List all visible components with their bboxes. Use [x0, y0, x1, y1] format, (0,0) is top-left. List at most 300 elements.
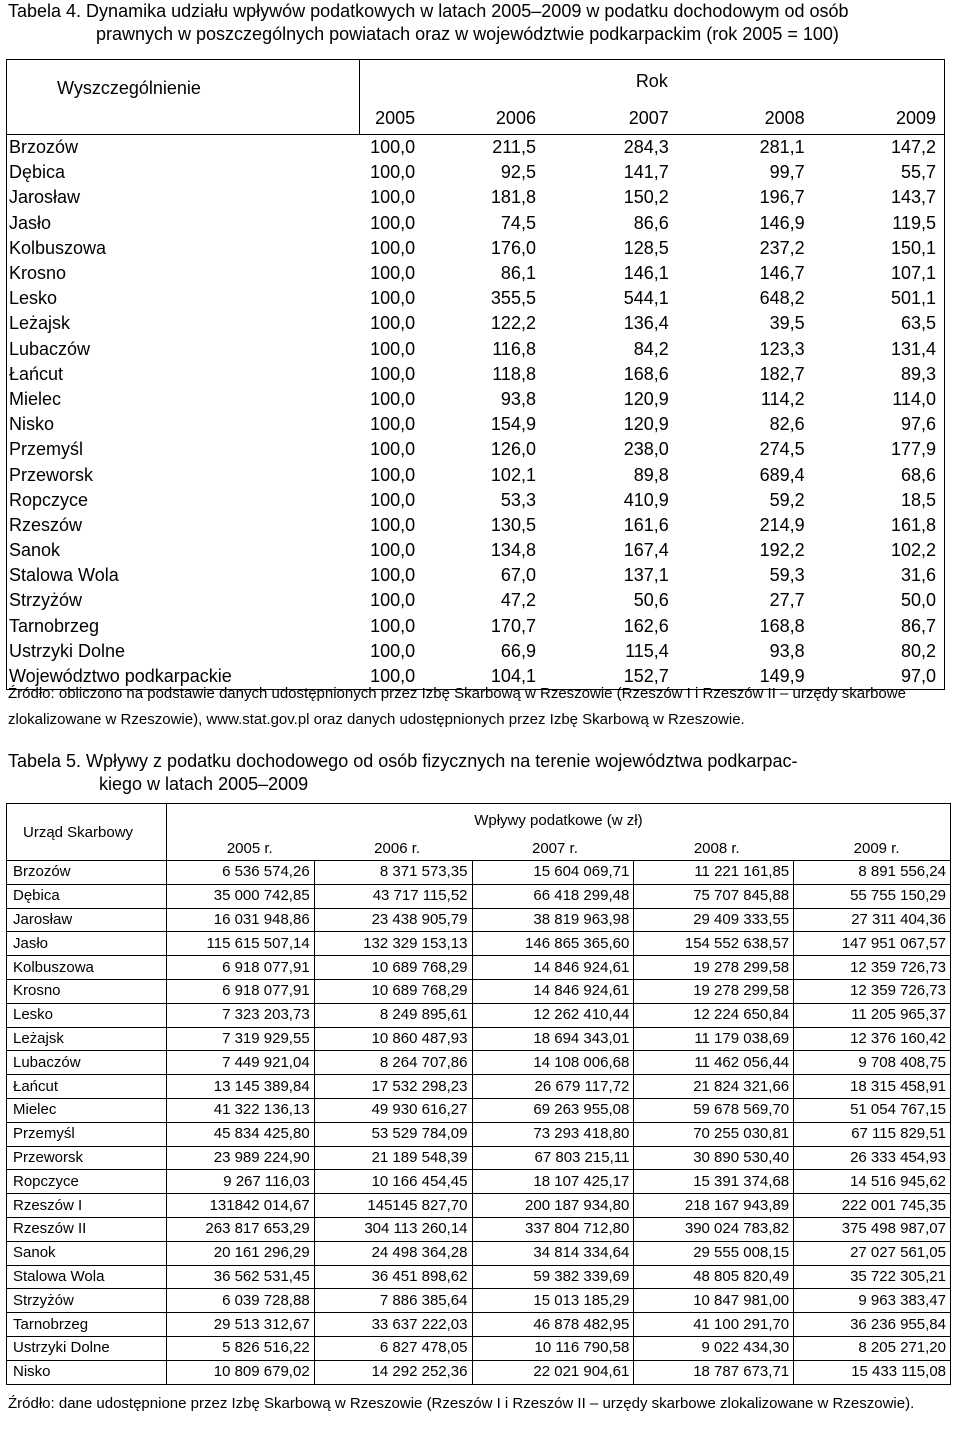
table4-row-name: Nisko: [7, 412, 360, 437]
table4-row: [7, 236, 945, 261]
table4-cell: 50,6: [633, 590, 669, 611]
table5-source: Źródło: dane udostępnione przez Izbę Skarbową w Rzeszowie (Rzeszów I i Rzeszów II – urzędy skarbowe zlokalizowane w Rzeszowie).: [8, 1395, 915, 1412]
table5-row: [7, 979, 951, 1003]
table5-cell: 13 145 389,84: [166, 1075, 314, 1099]
table4-cell: 47,2: [500, 590, 536, 611]
table5-row-name: Lesko: [7, 1003, 167, 1027]
table4-row-name: Województwo podkarpackie: [7, 664, 360, 690]
table5-row: [7, 1241, 951, 1265]
table5-cell: 14 292 252,36: [314, 1360, 472, 1384]
table4-row-name: Mielec: [7, 387, 360, 412]
table4-year: 2005: [359, 102, 423, 134]
table5-cell: 69 263 955,08: [472, 1098, 634, 1122]
table4-row: [7, 437, 945, 462]
table4-cell: 31,6: [813, 563, 945, 588]
table5-cell: 66 418 299,48: [472, 884, 634, 908]
table4-cell: 100,0: [370, 137, 416, 158]
table5-cell: 15 013 185,29: [472, 1289, 634, 1313]
table5-cell: 38 819 963,98: [472, 908, 634, 932]
table4-year: 2006: [423, 102, 544, 134]
table5-row: [7, 884, 951, 908]
table4-cell: 168,6: [623, 363, 669, 384]
table5-cell: 131842 014,67: [166, 1194, 314, 1218]
table5-row: [7, 1194, 951, 1218]
table5-row-name: Przeworsk: [7, 1146, 167, 1170]
table4-cell: 100,0: [370, 187, 416, 208]
table5: [6, 803, 951, 1385]
table5-row: [7, 1217, 951, 1241]
table5-cell: 6 918 077,91: [166, 979, 314, 1003]
table4-header-name: Wyszczególnienie: [7, 60, 360, 135]
table5-cell: 15 604 069,71: [472, 861, 634, 885]
table5-cell: 20 161 296,29: [166, 1241, 314, 1265]
table5-cell: 34 814 334,64: [472, 1241, 634, 1265]
table5-cell: 5 826 516,22: [166, 1336, 314, 1360]
table4-cell: 131,4: [813, 337, 945, 362]
table5-caption: [8, 750, 953, 796]
table5-cell: 18 694 343,01: [472, 1027, 634, 1051]
table4-cell: 237,2: [759, 237, 805, 258]
table4-row: [7, 538, 945, 563]
table5-row: [7, 1003, 951, 1027]
table4-year: 2007: [544, 102, 677, 134]
table4-cell: 89,3: [813, 362, 945, 387]
table4-cell: 93,8: [500, 388, 536, 409]
table4-cell: 84,2: [633, 338, 669, 359]
table4-caption-line2: prawnych w poszczególnych powiatach oraz w województwie podkarpackim (rok 2005 = 100): [96, 24, 839, 44]
table5-cell: 36 562 531,45: [166, 1265, 314, 1289]
table4-cell: 115,4: [625, 640, 669, 661]
table4-cell: 177,9: [813, 437, 945, 462]
table5-cell: 115 615 507,14: [166, 932, 314, 956]
table4-cell: 501,1: [813, 286, 945, 311]
table4-row: [7, 160, 945, 185]
table5-row: [7, 956, 951, 980]
table5-cell: 49 930 616,27: [314, 1098, 472, 1122]
table4-cell: 119,5: [813, 211, 945, 236]
table5-cell: 27 311 404,36: [794, 908, 951, 932]
table5-header-group: Wpływy podatkowe (w zł): [166, 804, 950, 838]
table5-row-name: Lubaczów: [7, 1051, 167, 1075]
table5-row-name: Stalowa Wola: [7, 1265, 167, 1289]
table5-cell: 14 846 924,61: [472, 979, 634, 1003]
table4-cell: 136,4: [623, 313, 669, 334]
table4-row-name: Sanok: [7, 538, 360, 563]
table4-caption-line1: Tabela 4. Dynamika udziału wpływów podatkowych w latach 2005–2009 w podatku dochodowym od osób: [8, 1, 849, 21]
table5-cell: 8 249 895,61: [314, 1003, 472, 1027]
table4-row-name: Leżajsk: [7, 311, 360, 336]
table5-cell: 46 878 482,95: [472, 1313, 634, 1337]
table4-row-name: Lesko: [7, 286, 360, 311]
table4-cell: 100,0: [370, 388, 416, 409]
table4-cell: 162,6: [623, 615, 669, 636]
table5-cell: 10 116 790,58: [472, 1336, 634, 1360]
table5-cell: 43 717 115,52: [314, 884, 472, 908]
table5-row: [7, 1027, 951, 1051]
table4-cell: 100,0: [370, 565, 416, 586]
table4-cell: 102,1: [490, 464, 536, 485]
table5-row-name: Jasło: [7, 932, 167, 956]
table4-row: [7, 387, 945, 412]
table4-cell: 18,5: [813, 488, 945, 513]
table5-row: [7, 1122, 951, 1146]
table4-cell: 82,6: [769, 414, 805, 435]
table4-row: [7, 639, 945, 664]
table4-cell: 99,7: [769, 162, 805, 183]
table4-cell: 100,0: [370, 414, 416, 435]
table5-cell: 67 803 215,11: [472, 1146, 634, 1170]
table4-cell: 152,7: [544, 664, 677, 690]
table4-cell: 100,0: [370, 540, 416, 561]
table5-cell: 10 689 768,29: [314, 956, 472, 980]
table4-cell: 86,6: [633, 212, 669, 233]
table4-cell: 689,4: [759, 464, 805, 485]
table4-row: [7, 614, 945, 639]
table5-row-name: Mielec: [7, 1098, 167, 1122]
table4-row: [7, 185, 945, 210]
table4-row: [7, 311, 945, 336]
table5-cell: 70 255 030,81: [634, 1122, 794, 1146]
table4-cell: 284,3: [623, 137, 669, 158]
table5-cell: 59 678 569,70: [634, 1098, 794, 1122]
table5-cell: 73 293 418,80: [472, 1122, 634, 1146]
table5-cell: 14 108 006,68: [472, 1051, 634, 1075]
table4-cell: 355,5: [490, 288, 536, 309]
table4-row: [7, 261, 945, 286]
table5-cell: 12 376 160,42: [794, 1027, 951, 1051]
table4-cell: 59,3: [769, 565, 805, 586]
table5-cell: 263 817 653,29: [166, 1217, 314, 1241]
table5-cell: 10 809 679,02: [166, 1360, 314, 1384]
table4-cell: 97,0: [813, 664, 945, 690]
table5-cell: 12 359 726,73: [794, 956, 951, 980]
table5-cell: 9 708 408,75: [794, 1051, 951, 1075]
table5-row: [7, 1360, 951, 1384]
table5-row-name: Ustrzyki Dolne: [7, 1336, 167, 1360]
table4: [6, 59, 945, 690]
table5-cell: 10 689 768,29: [314, 979, 472, 1003]
table4-cell: 176,0: [490, 237, 536, 258]
table5-cell: 9 267 116,03: [166, 1170, 314, 1194]
table4-cell: 67,0: [500, 565, 536, 586]
table5-cell: 67 115 829,51: [794, 1122, 951, 1146]
table4-cell: 134,8: [490, 540, 536, 561]
table5-row: [7, 1289, 951, 1313]
table5-cell: 55 755 150,29: [794, 884, 951, 908]
table4-cell: 146,1: [623, 263, 669, 284]
table4-row: [7, 488, 945, 513]
table4-row-name: Rzeszów: [7, 513, 360, 538]
table5-cell: 45 834 425,80: [166, 1122, 314, 1146]
table5-row-name: Rzeszów I: [7, 1194, 167, 1218]
table5-cell: 8 371 573,35: [314, 861, 472, 885]
table5-row-name: Kolbuszowa: [7, 956, 167, 980]
table5-cell: 29 409 333,55: [634, 908, 794, 932]
table4-cell: 100,0: [370, 489, 416, 510]
table4-cell: 143,7: [813, 185, 945, 210]
table4-cell: 93,8: [769, 640, 805, 661]
table5-year: 2007 r.: [472, 837, 634, 860]
table5-cell: 33 637 222,03: [314, 1313, 472, 1337]
table4-cell: 214,9: [759, 514, 805, 535]
table4-cell: 100,0: [370, 514, 416, 535]
table5-cell: 24 498 364,28: [314, 1241, 472, 1265]
table5-cell: 304 113 260,14: [314, 1217, 472, 1241]
table5-row-name: Sanok: [7, 1241, 167, 1265]
table5-cell: 75 707 845,88: [634, 884, 794, 908]
table4-cell: 74,5: [500, 212, 536, 233]
table4-cell: 39,5: [769, 313, 805, 334]
table4-cell: 126,0: [490, 439, 536, 460]
table5-cell: 36 451 898,62: [314, 1265, 472, 1289]
table4-cell: 114,0: [813, 387, 945, 412]
table4-row-name: Jasło: [7, 211, 360, 236]
table4-cell: 55,7: [813, 160, 945, 185]
table5-row: [7, 1051, 951, 1075]
table5-year: 2006 r.: [314, 837, 472, 860]
table4-row: [7, 362, 945, 387]
table4-row-name: Tarnobrzeg: [7, 614, 360, 639]
table5-cell: 200 187 934,80: [472, 1194, 634, 1218]
table5-cell: 146 865 365,60: [472, 932, 634, 956]
table4-cell: 150,1: [813, 236, 945, 261]
table5-cell: 51 054 767,15: [794, 1098, 951, 1122]
table5-cell: 35 000 742,85: [166, 884, 314, 908]
table5-cell: 6 918 077,91: [166, 956, 314, 980]
table5-cell: 12 224 650,84: [634, 1003, 794, 1027]
table4-cell: 130,5: [490, 514, 536, 535]
table4-row: [7, 337, 945, 362]
table5-cell: 12 262 410,44: [472, 1003, 634, 1027]
table5-cell: 27 027 561,05: [794, 1241, 951, 1265]
table5-cell: 10 166 454,45: [314, 1170, 472, 1194]
table4-cell: 147,2: [813, 135, 945, 161]
table4-cell: 149,9: [677, 664, 813, 690]
table4-cell: 80,2: [813, 639, 945, 664]
table5-cell: 22 021 904,61: [472, 1360, 634, 1384]
table5-cell: 14 516 945,62: [794, 1170, 951, 1194]
table4-cell: 182,7: [759, 363, 805, 384]
table5-cell: 17 532 298,23: [314, 1075, 472, 1099]
table4-cell: 104,1: [423, 664, 544, 690]
table4-row-name: Krosno: [7, 261, 360, 286]
table4-cell: 120,9: [623, 414, 669, 435]
table5-cell: 8 264 707,86: [314, 1051, 472, 1075]
table4-cell: 100,0: [370, 615, 416, 636]
table5-cell: 11 205 965,37: [794, 1003, 951, 1027]
table4-cell: 100,0: [370, 640, 416, 661]
table4-cell: 97,6: [813, 412, 945, 437]
table4-cell: 146,7: [759, 263, 805, 284]
table5-cell: 11 221 161,85: [634, 861, 794, 885]
table5-cell: 218 167 943,89: [634, 1194, 794, 1218]
table4-cell: 102,2: [813, 538, 945, 563]
table4-cell: 66,9: [500, 640, 536, 661]
table4-cell: 100,0: [370, 590, 416, 611]
table5-cell: 12 359 726,73: [794, 979, 951, 1003]
table5-row: [7, 1265, 951, 1289]
table5-cell: 26 679 117,72: [472, 1075, 634, 1099]
table5-row: [7, 908, 951, 932]
table4-cell: 68,6: [813, 462, 945, 487]
table4-cell: 63,5: [813, 311, 945, 336]
table5-row-name: Leżajsk: [7, 1027, 167, 1051]
table4-cell: 59,2: [769, 489, 805, 510]
table5-cell: 7 319 929,55: [166, 1027, 314, 1051]
table4-row: [7, 211, 945, 236]
table5-cell: 48 805 820,49: [634, 1265, 794, 1289]
table4-cell: 100,0: [359, 664, 423, 690]
table5-cell: 337 804 712,80: [472, 1217, 634, 1241]
table5-cell: 21 824 321,66: [634, 1075, 794, 1099]
table5-row-name: Łańcut: [7, 1075, 167, 1099]
table4-cell: 86,1: [500, 263, 536, 284]
table5-cell: 29 513 312,67: [166, 1313, 314, 1337]
table4-cell: 410,9: [623, 489, 669, 510]
table4-cell: 122,2: [490, 313, 536, 334]
table4-cell: 167,4: [623, 540, 669, 561]
table5-row-name: Ropczyce: [7, 1170, 167, 1194]
table5-row: [7, 1098, 951, 1122]
table5-cell: 375 498 987,07: [794, 1217, 951, 1241]
table5-cell: 18 315 458,91: [794, 1075, 951, 1099]
table4-row: [7, 588, 945, 613]
table5-cell: 19 278 299,58: [634, 956, 794, 980]
table4-cell: 146,9: [759, 212, 805, 233]
table4-cell: 107,1: [813, 261, 945, 286]
table4-row: [7, 563, 945, 588]
table4-cell: 161,8: [813, 513, 945, 538]
table5-cell: 11 179 038,69: [634, 1027, 794, 1051]
table4-cell: 92,5: [500, 162, 536, 183]
table5-row-name: Strzyżów: [7, 1289, 167, 1313]
table4-row: [7, 412, 945, 437]
table5-year: 2009 r.: [794, 837, 951, 860]
table5-row-name: Tarnobrzeg: [7, 1313, 167, 1337]
table4-row: [7, 513, 945, 538]
table4-cell: 100,0: [370, 263, 416, 284]
table4-row-name: Ustrzyki Dolne: [7, 639, 360, 664]
table5-cell: 23 438 905,79: [314, 908, 472, 932]
table4-caption: [8, 0, 953, 46]
table5-caption-line1: Tabela 5. Wpływy z podatku dochodowego od osób fizycznych na terenie województwa podkarpac-: [8, 751, 798, 771]
table5-cell: 10 860 487,93: [314, 1027, 472, 1051]
table4-cell: 274,5: [759, 439, 805, 460]
table5-year: 2005 r.: [166, 837, 314, 860]
table5-cell: 29 555 008,15: [634, 1241, 794, 1265]
table4-cell: 192,2: [759, 540, 805, 561]
table4-cell: 100,0: [370, 363, 416, 384]
table5-year: 2008 r.: [634, 837, 794, 860]
table5-cell: 21 189 548,39: [314, 1146, 472, 1170]
table5-cell: 30 890 530,40: [634, 1146, 794, 1170]
table4-row-name: Kolbuszowa: [7, 236, 360, 261]
table4-row: [7, 135, 945, 161]
table4-row-name: Przeworsk: [7, 462, 360, 487]
table5-row: [7, 1170, 951, 1194]
table5-row: [7, 1146, 951, 1170]
table5-cell: 53 529 784,09: [314, 1122, 472, 1146]
table5-cell: 41 322 136,13: [166, 1098, 314, 1122]
table4-cell: 100,0: [370, 464, 416, 485]
table4-cell: 114,2: [760, 388, 805, 409]
table4-cell: 141,7: [623, 162, 669, 183]
table5-row: [7, 1313, 951, 1337]
table4-cell: 100,0: [370, 288, 416, 309]
table4-cell: 123,3: [759, 338, 805, 359]
table4-cell: 161,6: [623, 514, 669, 535]
table4-cell: 100,0: [370, 237, 416, 258]
table4-cell: 100,0: [370, 338, 416, 359]
table4-row: [7, 462, 945, 487]
table5-cell: 6 536 574,26: [166, 861, 314, 885]
table4-row-name: Przemyśl: [7, 437, 360, 462]
table4-cell: 86,7: [813, 614, 945, 639]
table4-cell: 27,7: [769, 590, 805, 611]
table5-row-name: Krosno: [7, 979, 167, 1003]
table5-row-name: Przemyśl: [7, 1122, 167, 1146]
table5-cell: 6 827 478,05: [314, 1336, 472, 1360]
table5-cell: 9 963 383,47: [794, 1289, 951, 1313]
table5-row: [7, 1075, 951, 1099]
table4-cell: 196,7: [759, 187, 805, 208]
table4-cell: 544,1: [623, 288, 669, 309]
table5-row: [7, 932, 951, 956]
table5-cell: 15 433 115,08: [794, 1360, 951, 1384]
table4-row-name: Jarosław: [7, 185, 360, 210]
table5-cell: 145145 827,70: [314, 1194, 472, 1218]
table4-header-group: Rok: [359, 60, 944, 103]
table4-cell: 100,0: [370, 313, 416, 334]
table5-caption-line2: kiego w latach 2005–2009: [99, 774, 309, 794]
table4-cell: 137,1: [623, 565, 669, 586]
table4-row-name: Ropczyce: [7, 488, 360, 513]
table4-cell: 168,8: [759, 615, 805, 636]
table4-cell: 53,3: [500, 489, 536, 510]
table4-row-name: Lubaczów: [7, 337, 360, 362]
table4-source: Źródło: obliczono na podstawie danych udostępnionych przez Izbę Skarbową w Rzeszowie (Rzeszów I i Rzeszów II – urzędy skarbowe zlokalizowane w Rzeszowie), www.stat.gov.pl oraz danych udostępnionych przez Izbę Skarbową w Rzeszowie.: [8, 685, 906, 728]
table5-cell: 18 107 425,17: [472, 1170, 634, 1194]
table4-row-name: Stalowa Wola: [7, 563, 360, 588]
table4-cell: 211,5: [492, 137, 536, 158]
table4-cell: 648,2: [759, 288, 805, 309]
table4-cell: 50,0: [813, 588, 945, 613]
table5-cell: 23 989 224,90: [166, 1146, 314, 1170]
table5-cell: 15 391 374,68: [634, 1170, 794, 1194]
table4-cell: 120,9: [623, 388, 669, 409]
table5-cell: 154 552 638,57: [634, 932, 794, 956]
table5-cell: 6 039 728,88: [166, 1289, 314, 1313]
table4-cell: 150,2: [623, 187, 669, 208]
table4-cell: 170,7: [490, 615, 536, 636]
table4-cell: 181,8: [490, 187, 536, 208]
table4-cell: 100,0: [370, 439, 416, 460]
table4-year: 2008: [677, 102, 813, 134]
table5-row-name: Rzeszów II: [7, 1217, 167, 1241]
table4-row: [7, 286, 945, 311]
table5-cell: 16 031 948,86: [166, 908, 314, 932]
table5-cell: 9 022 434,30: [634, 1336, 794, 1360]
table4-row-name: Dębica: [7, 160, 360, 185]
table5-header-name: Urząd Skarbowy: [7, 804, 167, 861]
table5-row-name: Brzozów: [7, 861, 167, 885]
table5-cell: 390 024 783,82: [634, 1217, 794, 1241]
table5-cell: 26 333 454,93: [794, 1146, 951, 1170]
table4-row-name: Strzyżów: [7, 588, 360, 613]
table5-cell: 11 462 056,44: [634, 1051, 794, 1075]
table4-row-name: Brzozów: [7, 135, 360, 161]
table5-row-name: Dębica: [7, 884, 167, 908]
